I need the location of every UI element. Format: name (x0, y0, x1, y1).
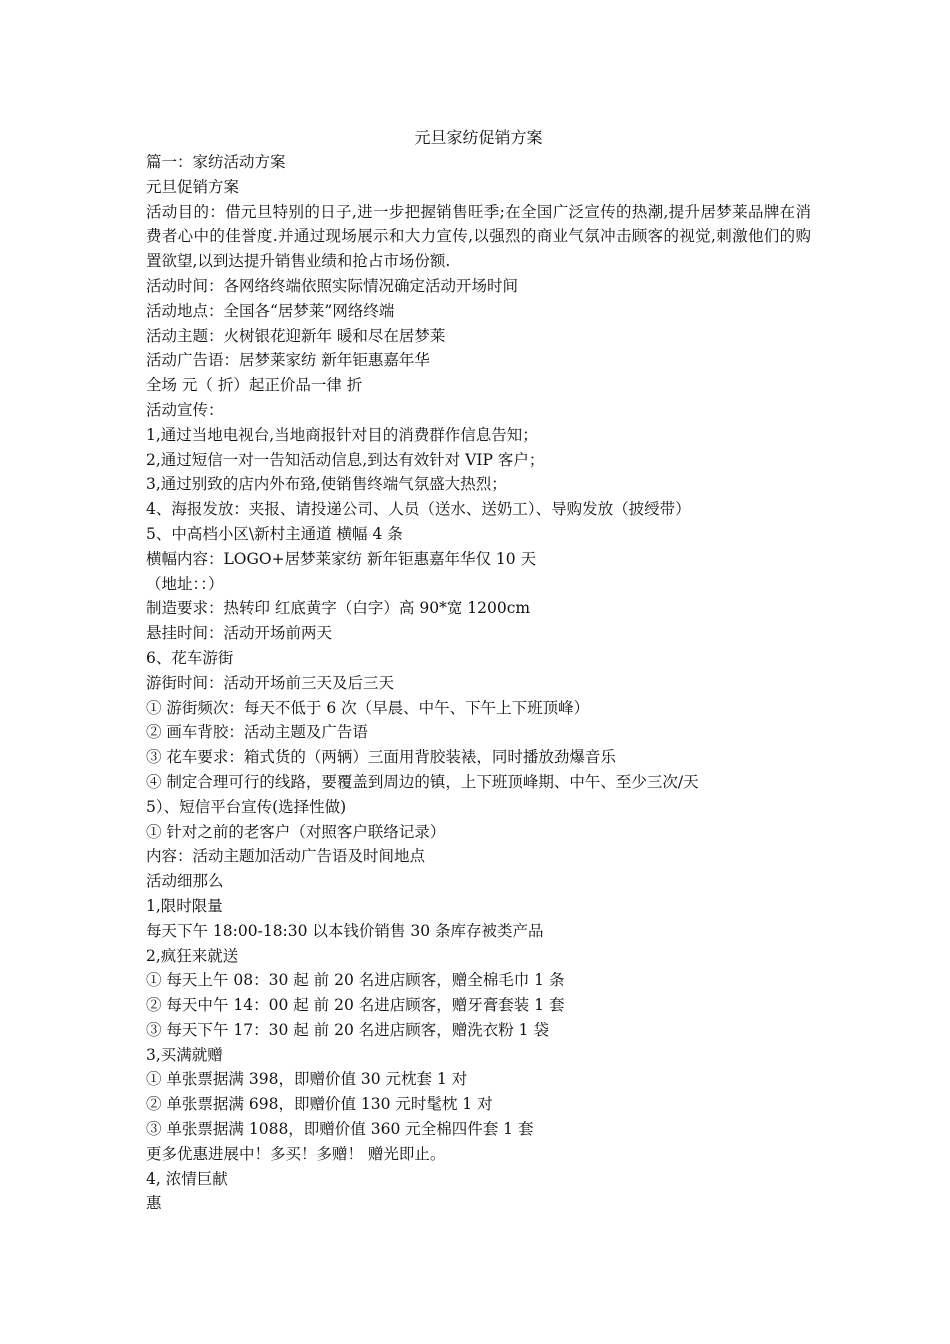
text-line: 全场 元（ 折）起正价品一律 折 (146, 376, 363, 395)
text-line: 5）、短信平台宣传(选择性做) (146, 797, 347, 816)
text-line: 6、花车游街 (146, 648, 234, 667)
document-page (146, 125, 811, 1216)
text-line: ③ 单张票据满 1088，即赠价值 360 元全棉四件套 1 套 (146, 1120, 534, 1139)
text-line: ① 针对之前的老客户（对照客户联络记录） (146, 822, 446, 841)
text-line: 活动地点：全国各“居梦莱”网络终端 (146, 301, 395, 320)
text-line: ① 单张票据满 398，即赠价值 30 元枕套 1 对 (146, 1070, 468, 1089)
text-line: 2,疯狂来就送 (146, 946, 239, 965)
text-line: 活动细那么 (146, 872, 224, 891)
text-line: ① 游街频次：每天不低于 6 次（早晨、中午、下午上下班顶峰） (146, 698, 590, 717)
text-line: ② 每天中午 14：00 起 前 20 名进店顾客，赠牙膏套装 1 套 (146, 996, 565, 1015)
text-line: ② 画车背胶：活动主题及广告语 (146, 723, 368, 742)
text-line: 更多优惠进展中！多买！多赠！ 赠光即止。 (146, 1144, 446, 1163)
text-line: 1,限时限量 (146, 896, 223, 915)
document-body (146, 150, 811, 1216)
text-line: 3,通过别致的店内外布臵,使销售终端气氛盛大热烈； (146, 475, 507, 494)
text-line: 4, 浓情巨献 (146, 1169, 228, 1188)
text-line: 1,通过当地电视台,当地商报针对目的消费群作信息告知； (146, 425, 538, 444)
text-line: ③ 花车要求：箱式货的（两辆）三面用背胶装裱，同时播放劲爆音乐 (146, 748, 616, 767)
text-line: 横幅内容：LOGO+居梦莱家纺 新年钜惠嘉年华仅 10 天 (146, 549, 537, 568)
text-line: 游街时间：活动开场前三天及后三天 (146, 673, 395, 692)
text-line: 活动宣传： (146, 400, 224, 419)
text-line: 惠 (146, 1194, 162, 1213)
text-line: 活动主题：火树银花迎新年 暖和尽在居梦莱 (146, 326, 446, 345)
text-line: 篇一：家纺活动方案 (146, 153, 286, 171)
text-line: 4、海报发放：夹报、请投递公司、人员（送水、送奶工）、导购发放（披绶带） (146, 500, 691, 519)
purpose-paragraph: 活动目的：借元旦特别的日子,进一步把握销售旺季;在全国广泛宣传的热潮,提升居梦莱品牌在消费者心中的佳誉度.并通过现场展示和大力宣传,以强烈的商业气氛冲击顾客的视觉,刺激他们的购置欲望,以到达提升销售业绩和抢占市场份额. (146, 202, 811, 271)
text-line: 2,通过短信一对一告知活动信息,到达有效针对 VIP 客户； (146, 450, 545, 469)
text-line: 制造要求：热转印 红底黄字（白字）高 90*宽 1200cm (146, 599, 531, 618)
text-line: （地址：：） (146, 574, 224, 593)
text-line: 3,买满就赠 (146, 1045, 223, 1064)
text-line: 5、中高档小区\新村主通道 横幅 4 条 (146, 524, 403, 543)
document-title: 元旦家纺促销方案 (414, 128, 543, 147)
text-line: ③ 每天下午 17：30 起 前 20 名进店顾客，赠洗衣粉 1 袋 (146, 1020, 549, 1039)
text-line: 元旦促销方案 (146, 177, 240, 196)
text-line: ② 单张票据满 698，即赠价值 130 元时髦枕 1 对 (146, 1095, 493, 1114)
text-line: 活动广告语：居梦莱家纺 新年钜惠嘉年华 (146, 351, 430, 370)
text-line: 每天下午 18:00-18:30 以本钱价销售 30 条库存被类产品 (146, 921, 544, 940)
text-line: 悬挂时间：活动开场前两天 (146, 624, 333, 643)
text-line: ④ 制定合理可行的线路，要覆盖到周边的镇，上下班顶峰期、中午、至少三次/天 (146, 772, 699, 791)
text-line: 活动时间：各网络终端依照实际情况确定活动开场时间 (146, 276, 519, 295)
text-line: ① 每天上午 08：30 起 前 20 名进店顾客，赠全棉毛巾 1 条 (146, 971, 565, 990)
text-line: 内容：活动主题加活动广告语及时间地点 (146, 847, 426, 866)
